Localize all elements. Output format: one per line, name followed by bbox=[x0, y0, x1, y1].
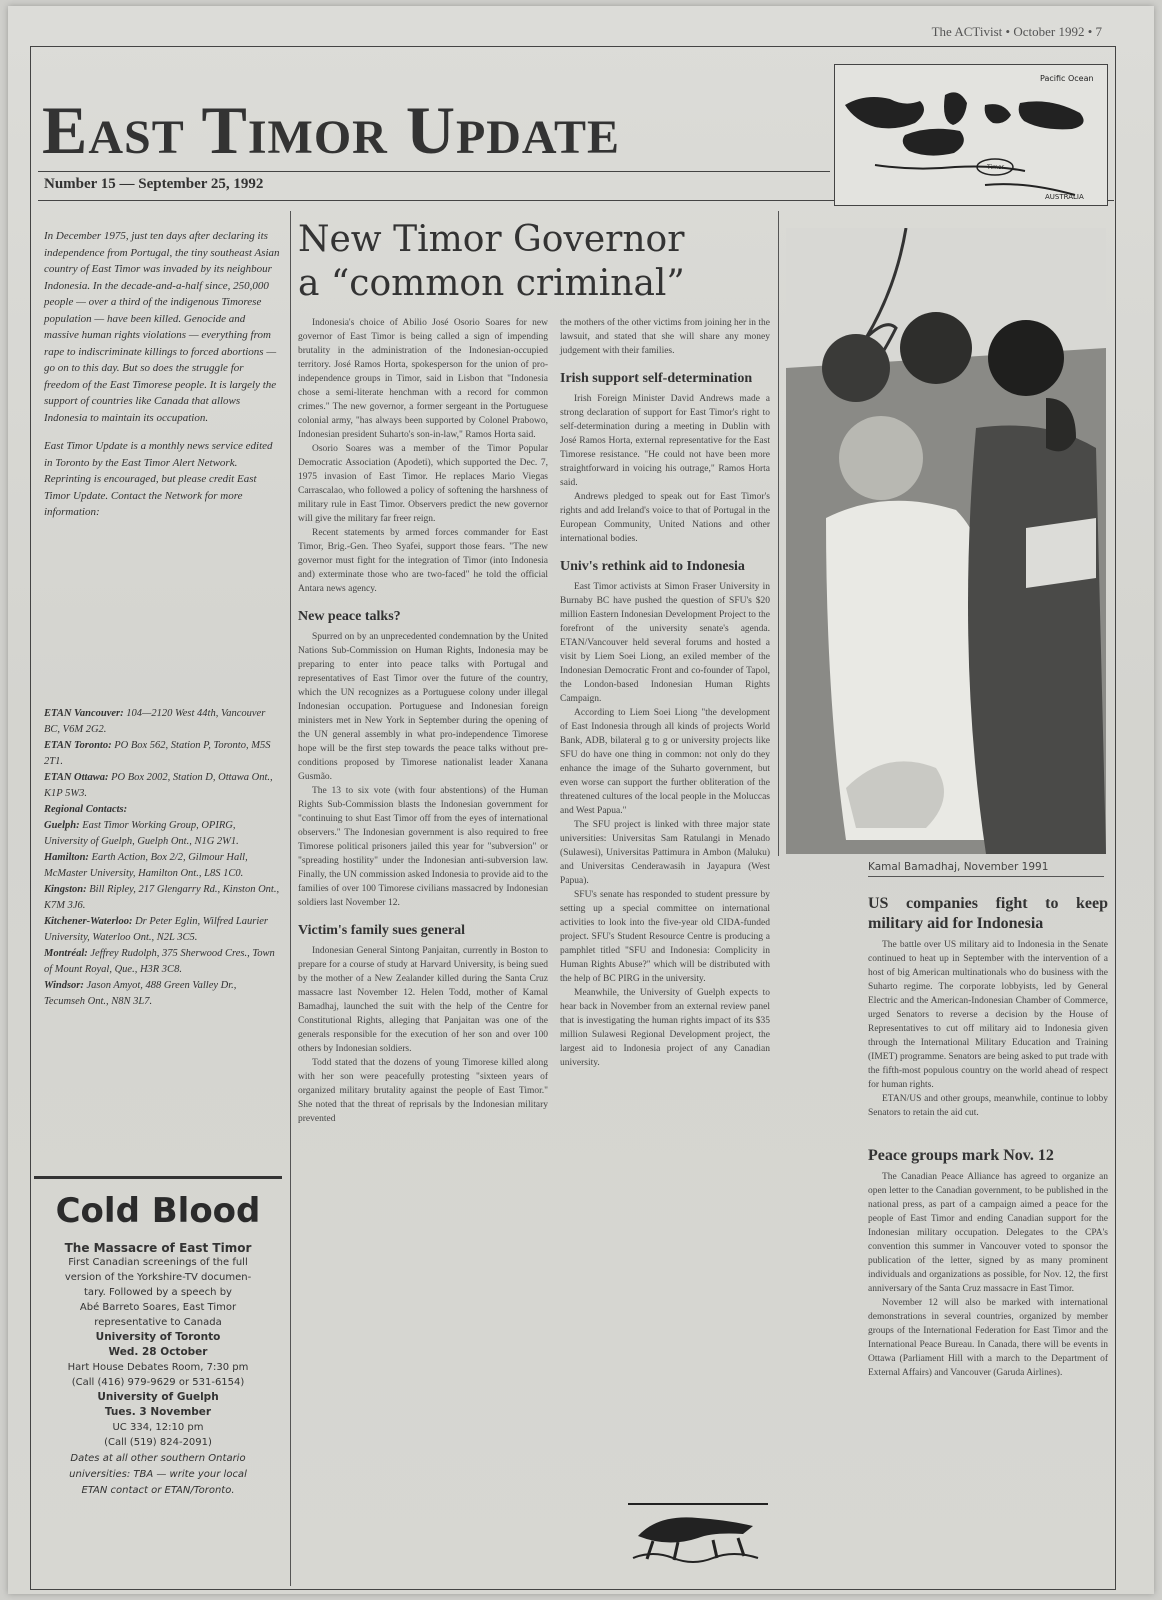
article-paragraph: Meanwhile, the University of Guelph expects to hear back in November from an external review panel that is investigating the human rights impact of its $35 million Sulawesi Regional Development project, the largest aid to Indonesia project of any Canadian university. bbox=[560, 988, 770, 1068]
article-paragraph: The 13 to six vote (with four abstentions) of the Human Rights Sub-Commission blasts the Indonesian government for "continuing to shut East Timor off from the eyes of international observers." The Indonesian government is also required to free Timorese political prisoners jailed this year for "subversion" or "spreading hostility" under the Indonesian anti-subversion law. Finally, the UN commission asked Indonesia to provide aid to the families of over 100 Timorese civilians massacred by Indonesian soldiers last November 12. bbox=[298, 786, 548, 908]
subhead-victims-family: Victim's family sues general bbox=[298, 923, 466, 938]
ad-venue: University of Guelph bbox=[97, 1391, 219, 1403]
intro-text bbox=[44, 228, 280, 533]
article-paragraph: The battle over US military aid to Indonesia in the Senate continued to heat up in September with the intervention of a host of big American multinationals who do business with the Suharto regime. The corporate lobbyists, led by General Electric and the American-Indonesian Chamber of Commerce, urged Senators to reverse a decision by the House of Representatives to cut off military aid to Indonesia given through the International Military Education and Training (IMET) programme. Senators are being asked to put trade with the fifth-most populous country on the world ahead of respect for human rights. bbox=[868, 940, 1108, 1090]
contact-item bbox=[44, 802, 280, 818]
article-column-4 bbox=[868, 894, 1108, 1380]
contact-address: Earth Action, Box 2/2, Gilmour Hall, McMaster University, Hamilton Ont., L8S 1C0. bbox=[44, 852, 248, 879]
photo-illustration bbox=[786, 228, 1106, 854]
contact-address: East Timor Working Group, OPIRG, University of Guelph, Guelph Ont., N1G 2W1. bbox=[44, 820, 239, 847]
intro-service-note: East Timor Update is a monthly news service edited in Toronto by the East Timor Alert Network. Reprinting is encouraged, but please credit East Timor Update. Contact the Network for more information: bbox=[44, 440, 273, 518]
ad-note: Dates at all other southern Ontario bbox=[70, 1453, 246, 1464]
article-paragraph: Spurred on by an unprecedented condemnation by the United Nations Sub-Commission on Human Rights, Indonesia may be preparing to enter into peace talks with Portugal and representatives of East Timor over the future of the country, which the UN recognizes as a Portuguese colony under illegal Indonesian occupation. Portuguese and Indonesian foreign ministers met in New York in September during the opening of the UN general assembly in what pro-independence Timorese hope will be the first step towards the peace talks without pre-conditions proposed by Timorese nationalist leader Xanana Gusmão. bbox=[298, 632, 548, 782]
main-headline bbox=[298, 218, 768, 306]
contact-address: 104—2120 West 44th, Vancouver BC, V6M 2G2. bbox=[44, 708, 266, 735]
contact-item bbox=[44, 882, 280, 914]
contact-label: Windsor: bbox=[44, 980, 84, 991]
ad-line: First Canadian screenings of the full bbox=[68, 1257, 248, 1268]
article-paragraph: Osorio Soares was a member of the Timor Popular Democratic Association (Apodeti), which supported the Dec. 7, 1975 invasion of East Timor. He replaces Mario Viegas Carrascalao, who followed a policy of softening the harshness of military rule in East Timor. Observers predict the new governor will give the military far freer reign. bbox=[298, 444, 548, 524]
contact-item bbox=[44, 946, 280, 978]
contact-item bbox=[44, 818, 280, 850]
contact-address: Bill Ripley, 217 Glengarry Rd., Kinston Ont., K7M 3J6. bbox=[44, 884, 280, 911]
headline-line: a “common criminal” bbox=[298, 263, 685, 304]
article-paragraph: The Canadian Peace Alliance has agreed to organize an open letter to the Canadian government, to be published in the national press, as part of a campaign aimed a peace for the people of East Timor and ending Canadian support for the Indonesian military occupation. Delegates to the CPA's convention this summer in Vancouver voted to sponsor the publication of the letter, signed by as many prominent individuals and organizations as possible, for Nov. 12, the first anniversary of the Santa Cruz massacre in East Timor. bbox=[868, 1172, 1108, 1294]
ad-note: universities: TBA — write your local bbox=[69, 1469, 247, 1480]
decorative-crocodile-logo bbox=[618, 1496, 778, 1566]
contact-item bbox=[44, 770, 280, 802]
contact-item bbox=[44, 850, 280, 882]
article-column-2 bbox=[298, 316, 548, 1126]
photo-caption: Kamal Bamadhaj, November 1991 bbox=[868, 861, 1049, 873]
contact-label: Kitchener-Waterloo: bbox=[44, 916, 133, 927]
ad-line: (Call (416) 979-9629 or 531-6154) bbox=[71, 1377, 245, 1388]
intro-paragraph: In December 1975, just ten days after declaring its independence from Portugal, the tiny southeast Asian country of East Timor was invaded by its neighbour Indonesia. In the decade-and-a-half since, 250,000 people — over a third of the indigenous Timorese population — have been killed. Genocide and massive human rights violations — everything from rape to indiscriminate killings to forced abortions — go on to this day. But so does the struggle for freedom of the East Timorese people. It is largely the support of countries like Canada that allows Indonesia to maintain its occupation. bbox=[44, 230, 280, 424]
article-paragraph: the mothers of the other victims from joining her in the lawsuit, and stated that she will share any money judgement with their families. bbox=[560, 318, 770, 356]
contact-address: PO Box 562, Station P, Toronto, M5S 2T1. bbox=[44, 740, 271, 767]
contact-label: Regional Contacts: bbox=[44, 804, 128, 815]
ad-date: Wed. 28 October bbox=[108, 1346, 208, 1358]
contact-list bbox=[44, 706, 280, 1010]
ad-line: representative to Canada bbox=[94, 1317, 222, 1328]
contact-address: PO Box 2002, Station D, Ottawa Ont., K1P 5W3. bbox=[44, 772, 273, 799]
newspaper-page bbox=[8, 6, 1154, 1594]
article-paragraph: ETAN/US and other groups, meanwhile, continue to lobby Senators to retain the aid cut. bbox=[868, 1094, 1108, 1118]
article-paragraph: Irish Foreign Minister David Andrews made a strong declaration of support for East Timor's right to self-determination during a meeting in Dublin with José Ramos Horta, external representative for the East Timorese resistance. "He could not have been more straightforward in voicing his outrage," Ramos Horta said. bbox=[560, 394, 770, 488]
subhead-peace-talks: New peace talks? bbox=[298, 609, 401, 624]
contact-label: ETAN Vancouver: bbox=[44, 708, 124, 719]
ad-line: Abé Barreto Soares, East Timor bbox=[79, 1302, 237, 1313]
column-rule-1 bbox=[290, 211, 291, 1586]
contact-item bbox=[44, 738, 280, 770]
headline-line: New Timor Governor bbox=[298, 219, 685, 260]
map-illustration bbox=[835, 65, 1107, 205]
article-paragraph: Indonesia's choice of Abilio José Osorio Soares for new governor of East Timor is being called a sign of impending brutality in the administration of the Indonesian-occupied territory. José Ramos Horta, spokesperson for the union of pro-independence groups in Timor, said in Lisbon that "Indonesia chose a semi-literate henchman with a record for common crimes." The new governor, a former sergeant in the Portuguese colonial army, "has always been supported by Colonel Prabowo, Indonesian president Suharto's son-in-law," Ramos Horta said. bbox=[298, 318, 548, 440]
ad-line: tary. Followed by a speech by bbox=[84, 1287, 232, 1298]
region-map bbox=[834, 64, 1108, 206]
ad-line: Hart House Debates Room, 7:30 pm bbox=[67, 1362, 249, 1373]
logo-icon bbox=[618, 1496, 778, 1566]
cold-blood-ad bbox=[34, 1176, 282, 1541]
subhead-us-companies: US companies fight to keep military aid for Indonesia bbox=[868, 895, 1108, 932]
ad-note: ETAN contact or ETAN/Toronto. bbox=[81, 1485, 235, 1496]
subhead-peace-groups: Peace groups mark Nov. 12 bbox=[868, 1147, 1054, 1164]
contact-label: ETAN Ottawa: bbox=[44, 772, 109, 783]
article-paragraph: November 12 will also be marked with international demonstrations in several countries, organized by member groups of the International Federation for East Timor and the International Peace Bureau. In Canada, there will be events in Ottawa (Parliament Hill with a march to the Department of External Affairs) and Vancouver (Garuda Airlines). bbox=[868, 1298, 1108, 1378]
article-paragraph: Recent statements by armed forces commander for East Timor, Brig.-Gen. Theo Syafei, support those fears. "The new governor must fight for the integration of Timor (into Indonesia and) exterminate those who are two-faced" he told the official Antara news agency. bbox=[298, 528, 548, 594]
ad-venue: University of Toronto bbox=[95, 1331, 221, 1343]
page-folio: The ACTivist • October 1992 • 7 bbox=[931, 24, 1102, 39]
ad-date: Tues. 3 November bbox=[104, 1406, 212, 1418]
photo-kamal-bamadhaj bbox=[786, 228, 1106, 854]
map-label-timor: Timor bbox=[987, 164, 1005, 171]
contact-item bbox=[44, 978, 280, 1010]
ad-line: (Call (519) 824-2091) bbox=[104, 1437, 212, 1448]
article-paragraph: SFU's senate has responded to student pressure by setting up a special committee on international activities to look into the five-year old CIDA-funded project. SFU's Student Resource Centre is producing a pamphlet titled "SFU and Indonesia: Complicity in Human Rights Abuse?" which will be distributed with the help of BC PIRG in the university. bbox=[560, 890, 770, 984]
contact-label: Kingston: bbox=[44, 884, 87, 895]
contact-item bbox=[44, 706, 280, 738]
subhead-univ-rethink: Univ's rethink aid to Indonesia bbox=[560, 559, 745, 574]
ad-subtitle: The Massacre of East Timor bbox=[64, 1241, 252, 1255]
column-rule-2 bbox=[778, 211, 779, 856]
contact-address: Jason Amyot, 488 Green Valley Dr., Tecumseh Ont., N8N 3L7. bbox=[44, 980, 237, 1007]
ad-line: UC 334, 12:10 pm bbox=[112, 1422, 204, 1433]
map-label-australia: AUSTRALIA bbox=[1045, 193, 1084, 201]
issue-number: Number 15 — September 25, 1992 bbox=[44, 176, 264, 192]
article-paragraph: Andrews pledged to speak out for East Timor's rights and add Ireland's voice to that of Portugal in the European Community, United Nations and other international bodies. bbox=[560, 492, 770, 544]
contact-label: Montréal: bbox=[44, 948, 88, 959]
ad-title: Cold Blood bbox=[55, 1191, 261, 1231]
subhead-irish-support: Irish support self-determination bbox=[560, 371, 753, 386]
article-paragraph: According to Liem Soei Liong "the development of East Indonesia through all kinds of projects World Bank, ADB, bilateral g to g or university projects like SFU do have one thing in common: not only do they enhance the image of the Suharto government, but even worse can support the further obliteration of the threatened cultures of the local people in the Moluccas and West Papua." bbox=[560, 708, 770, 816]
contact-address: Dr Peter Eglin, Wilfred Laurier University, Waterloo Ont., N2L 3C5. bbox=[44, 916, 268, 943]
contact-label: Hamilton: bbox=[44, 852, 89, 863]
masthead-title: East Timor Update bbox=[42, 92, 621, 168]
article-paragraph: Todd stated that the dozens of young Timorese killed along with her son were peacefully protesting "sixteen years of organized military brutality against the people of East Timor." She noted that the threat of reprisals by the Indonesian military prevented bbox=[298, 1058, 548, 1124]
article-paragraph: East Timor activists at Simon Fraser University in Burnaby BC have pushed the question of SFU's $20 million Eastern Indonesian Development Project to the forefront of the university senate's agenda. ETAN/Vancouver held several forums and hosted a visit by Liem Soei Liong, an exiled member of the Indonesian Democratic Front and co-founder of Tapol, the London-based Indonesian Human Rights Campaign. bbox=[560, 582, 770, 704]
contact-label: Guelph: bbox=[44, 820, 80, 831]
caption-rule bbox=[868, 876, 1104, 877]
masthead-rule bbox=[38, 171, 830, 172]
contact-item bbox=[44, 914, 280, 946]
map-label-pacific: Pacific Ocean bbox=[1040, 74, 1094, 83]
ad-line: version of the Yorkshire-TV documen- bbox=[64, 1272, 252, 1283]
article-column-3 bbox=[560, 316, 770, 1070]
contact-label: ETAN Toronto: bbox=[44, 740, 112, 751]
contact-address: Jeffrey Rudolph, 375 Sherwood Cres., Town of Mount Royal, Que., H3R 3C8. bbox=[44, 948, 275, 975]
article-paragraph: Indonesian General Sintong Panjaitan, currently in Boston to prepare for a course of study at Harvard University, is being sued by the mother of a New Zealander killed during the Santa Cruz massacre last November 12. Helen Todd, mother of Kamal Bamadhaj, launched the suit with the help of the Centre for Constitutional Rights, alleging that Panjaitan was one of the generals responsible for the execution of her son and over 100 others by Indonesian soldiers. bbox=[298, 946, 548, 1054]
article-paragraph: The SFU project is linked with three major state universities: Universitas Sam Ratulangi in Menado (Sulawesi), Universitas Pattimura in Ambon (Maluku) and Universitas Cenderawasih in Jayapura (West Papua). bbox=[560, 820, 770, 886]
